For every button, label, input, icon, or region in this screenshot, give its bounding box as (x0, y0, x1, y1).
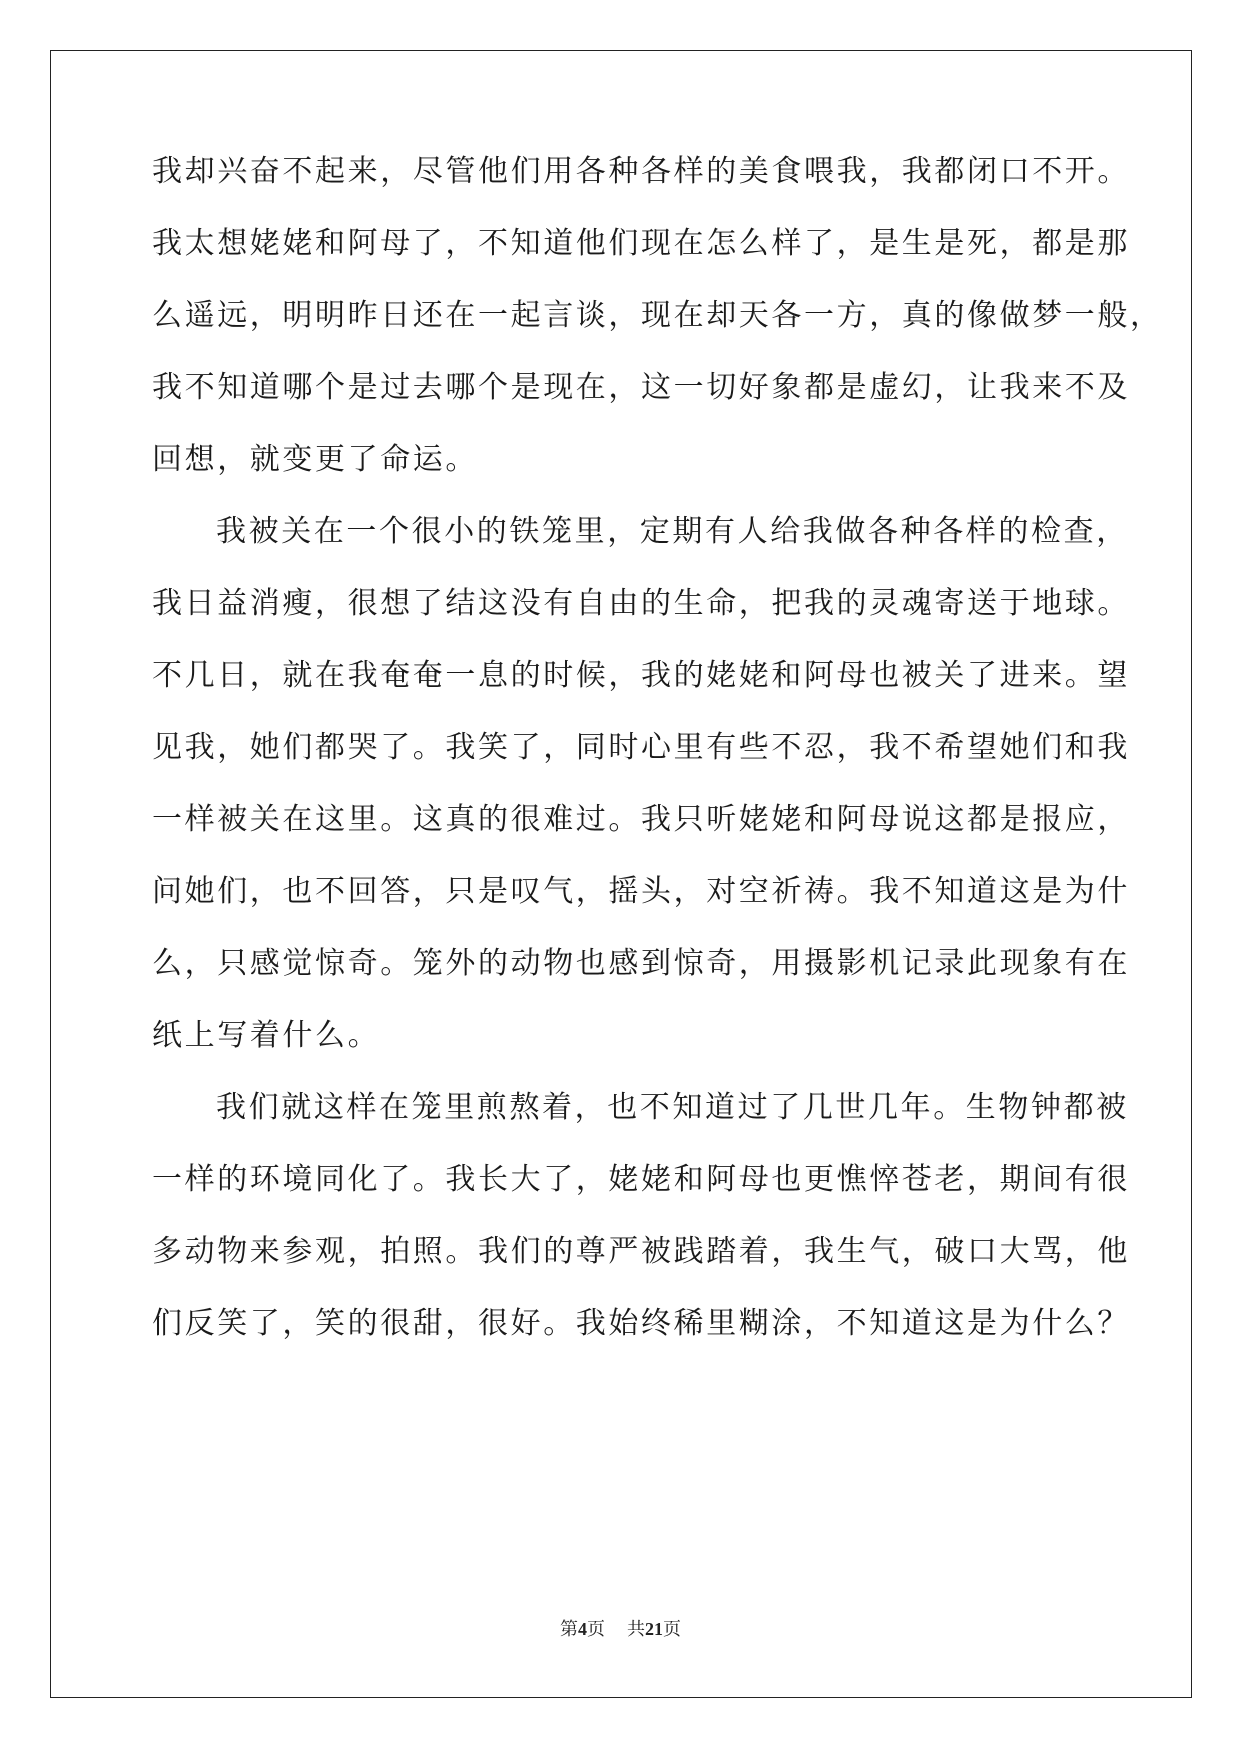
text-line: 么，只感觉惊奇。笼外的动物也感到惊奇，用摄影机记录此现象有在 (152, 946, 1130, 981)
text-line: 我不知道哪个是过去哪个是现在，这一切好象都是虚幻，让我来不及 (152, 370, 1130, 405)
page-suffix: 页 (587, 1619, 605, 1639)
text-line: 见我，她们都哭了。我笑了，同时心里有些不忍，我不希望她们和我 (152, 730, 1130, 765)
paragraph-first-line: 我被关在一个很小的铁笼里，定期有人给我做各种各样的检查， (216, 514, 1129, 549)
total-prefix: 共 (627, 1619, 645, 1639)
text-line: 问她们，也不回答，只是叹气，摇头，对空祈祷。我不知道这是为什 (152, 874, 1130, 909)
text-line: 么遥远，明明昨日还在一起言谈，现在却天各一方，真的像做梦一般， (152, 298, 1163, 333)
total-suffix: 页 (663, 1619, 681, 1639)
page-prefix: 第 (560, 1619, 578, 1639)
page-footer (0, 1617, 1241, 1641)
text-line: 纸上写着什么。 (152, 1018, 381, 1053)
text-line: 不几日，就在我奄奄一息的时候，我的姥姥和阿母也被关了进来。望 (152, 658, 1130, 693)
total-pages: 21 (645, 1619, 663, 1639)
text-line: 多动物来参观，拍照。我们的尊严被践踏着，我生气，破口大骂，他 (152, 1234, 1130, 1269)
text-line: 回想，就变更了命运。 (152, 442, 478, 477)
text-line: 一样的环境同化了。我长大了，姥姥和阿母也更憔悴苍老，期间有很 (152, 1162, 1130, 1197)
text-line: 我却兴奋不起来，尽管他们用各种各样的美食喂我，我都闭口不开。 (152, 154, 1130, 189)
text-line: 我太想姥姥和阿母了，不知道他们现在怎么样了，是生是死，都是那 (152, 226, 1130, 261)
paragraph-first-line: 我们就这样在笼里煎熬着，也不知道过了几世几年。生物钟都被 (216, 1090, 1129, 1125)
text-line: 们反笑了，笑的很甜，很好。我始终稀里糊涂，不知道这是为什么？ (152, 1306, 1130, 1341)
page-number: 4 (578, 1619, 587, 1639)
text-line: 我日益消瘦，很想了结这没有自由的生命，把我的灵魂寄送于地球。 (152, 586, 1130, 621)
text-line: 一样被关在这里。这真的很难过。我只听姥姥和阿母说这都是报应， (152, 802, 1130, 837)
